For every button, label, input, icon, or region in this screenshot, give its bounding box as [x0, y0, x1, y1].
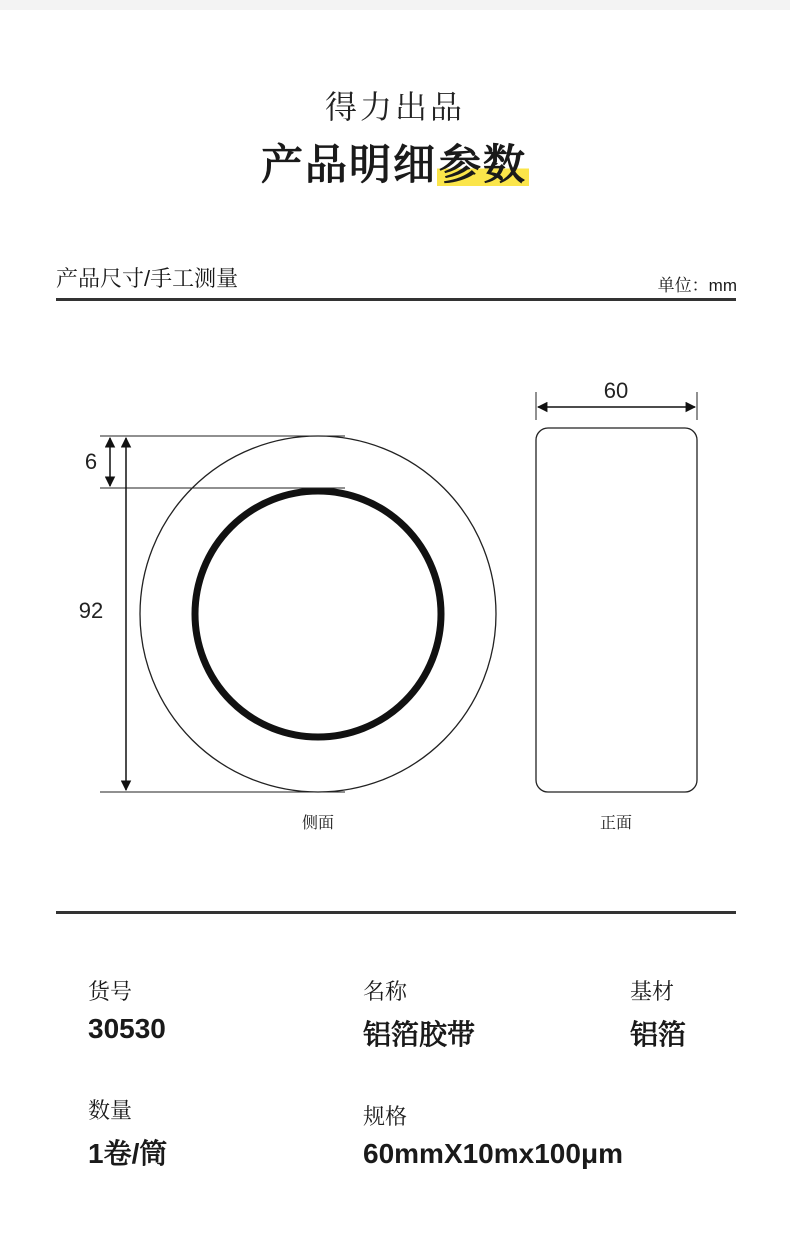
page-subtitle: 得力出品	[324, 89, 465, 125]
title-highlight: 参数	[439, 141, 528, 188]
spec-value-name: 铝箔胶带	[363, 1019, 476, 1050]
spec-label-quantity: 数量	[88, 1098, 133, 1123]
thickness-label: 6	[84, 449, 98, 474]
section-label: 产品尺寸/手工测量	[56, 266, 239, 291]
spec-value-item-no: 30530	[88, 1013, 166, 1044]
spec-label-item-no: 货号	[88, 979, 133, 1004]
spec-value-size: 60mmX10mx100μm	[363, 1138, 623, 1169]
spec-value-quantity: 1卷/筒	[88, 1138, 168, 1169]
tape-core-circle	[195, 491, 441, 737]
title-plain: 产品明细	[260, 141, 437, 188]
front-view-caption: 正面	[599, 815, 633, 832]
tape-front-rect	[536, 428, 697, 792]
side-view-caption: 侧面	[301, 815, 335, 832]
spec-value-material: 铝箔	[630, 1019, 687, 1050]
spec-label-name: 名称	[363, 979, 408, 1004]
spec-label-size: 规格	[363, 1104, 408, 1129]
section-divider-bottom	[56, 911, 736, 914]
unit-label: 单位：mm	[657, 276, 737, 295]
spec-label-material: 基材	[630, 979, 675, 1004]
width-label: 60	[603, 378, 629, 403]
diameter-label: 92	[78, 598, 104, 623]
